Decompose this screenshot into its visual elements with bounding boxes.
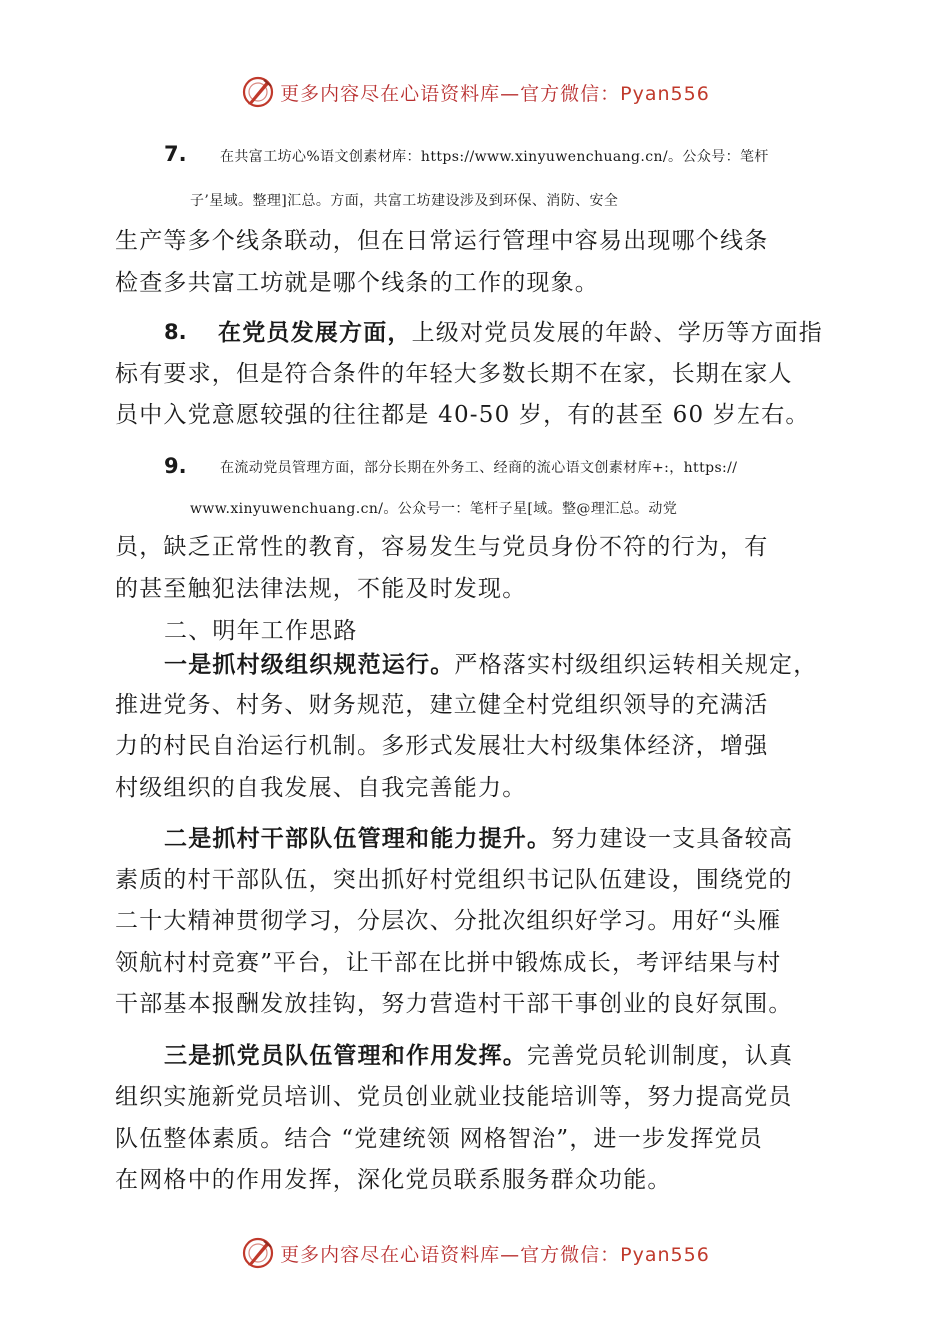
para-2-line-3: 二十大精神贯彻学习，分层次、分批次组织好学习。用好“头雁 [115,908,782,934]
para-2-line-2: 素质的村干部队伍，突出抓好村党组织书记队伍建设，围绕党的 [115,867,793,893]
item-7-line-4: 检查多共富工坊就是哪个线条的工作的现象。 [115,270,599,296]
footer-banner-wechat-id: Pyan556 [620,1243,710,1266]
para-1-line-1-rest: 严格落实村级组织运转相关规定， [454,652,818,678]
footer-banner-text: 更多内容尽在心语资料库—官方微信： [280,1243,621,1266]
para-2-line-4: 领航村村竞赛”平台，让干部在比拼中锻炼成长，考评结果与村 [115,950,782,976]
para-3-lead: 三是抓党员队伍管理和作用发挥。 [164,1043,527,1069]
para-3-line-2: 组织实施新党员培训、党员创业就业技能培训等，努力提高党员 [115,1084,793,1110]
item-9-small-line-2: www.xinyuwenchuang.cn/。公众号一：笔杆子星[域。整@理汇总。动党 [190,501,678,517]
item-8-line-1 [218,318,823,348]
item-8-number: 8. [164,320,187,344]
banner-text: 更多内容尽在心语资料库—官方微信： [280,82,621,105]
quill-seal-icon [240,1235,276,1271]
para-2-line-5: 干部基本报酬发放挂钩，努力营造村干部干事创业的良好氛围。 [115,991,793,1017]
para-1-line-2: 推进党务、村务、财务规范，建立健全村党组织领导的充满活 [115,692,769,718]
para-1-line-4: 村级组织的自我发展、自我完善能力。 [115,775,527,801]
quill-seal-icon [240,74,276,110]
item-9-number: 9. [164,454,187,478]
item-7-small-line-1: 在共富工坊心%语文创素材库：https://www.xinyuwenchuang.cn/。公众号：笔杆 [220,149,769,165]
para-2-line-1-rest: 努力建设一支具备较高 [551,826,794,852]
para-2-lead: 二是抓村干部队伍管理和能力提升。 [164,826,552,852]
item-9-line-3: 员，缺乏正常性的教育，容易发生与党员身份不符的行为，有 [115,534,769,560]
para-3-line-4: 在网格中的作用发挥，深化党员联系服务群众功能。 [115,1167,672,1193]
item-9-line-4: 的甚至触犯法律法规，不能及时发现。 [115,576,527,602]
para-3-line-1-rest: 完善党员轮训制度，认真 [527,1043,794,1069]
para-1-line-1 [164,650,817,680]
para-3-line-1 [164,1041,793,1071]
item-7-number: 7. [164,142,187,166]
item-7-small-line-2: 子’星域。整理]汇总。方面，共富工坊建设涉及到环保、消防、安全 [190,193,619,209]
item-8-line-3: 员中入党意愿较强的往往都是 40-50 岁，有的甚至 60 岁左右。 [115,402,810,428]
header-banner [0,70,950,114]
footer-banner [0,1231,950,1275]
item-9-small-line-1: 在流动党员管理方面，部分长期在外务工、经商的流心语文创素材库+:，https:// [220,460,738,476]
item-8-lead: 在党员发展方面， [218,320,412,346]
item-8-line-1-rest: 上级对党员发展的年龄、学历等方面指 [411,320,824,346]
section-heading: 二、明年工作思路 [164,618,358,644]
para-2-line-1 [164,824,793,854]
item-8-line-2: 标有要求，但是符合条件的年轻大多数长期不在家，长期在家人 [115,361,793,387]
item-7-line-3: 生产等多个线条联动，但在日常运行管理中容易出现哪个线条 [115,228,769,254]
para-1-line-3: 力的村民自治运行机制。多形式发展壮大村级集体经济，增强 [115,733,769,759]
para-3-line-3: 队伍整体素质。结合 “党建统领 网格智治”，进一步发挥党员 [115,1126,763,1152]
para-1-lead: 一是抓村级组织规范运行。 [164,652,455,678]
banner-wechat-id: Pyan556 [620,82,710,105]
